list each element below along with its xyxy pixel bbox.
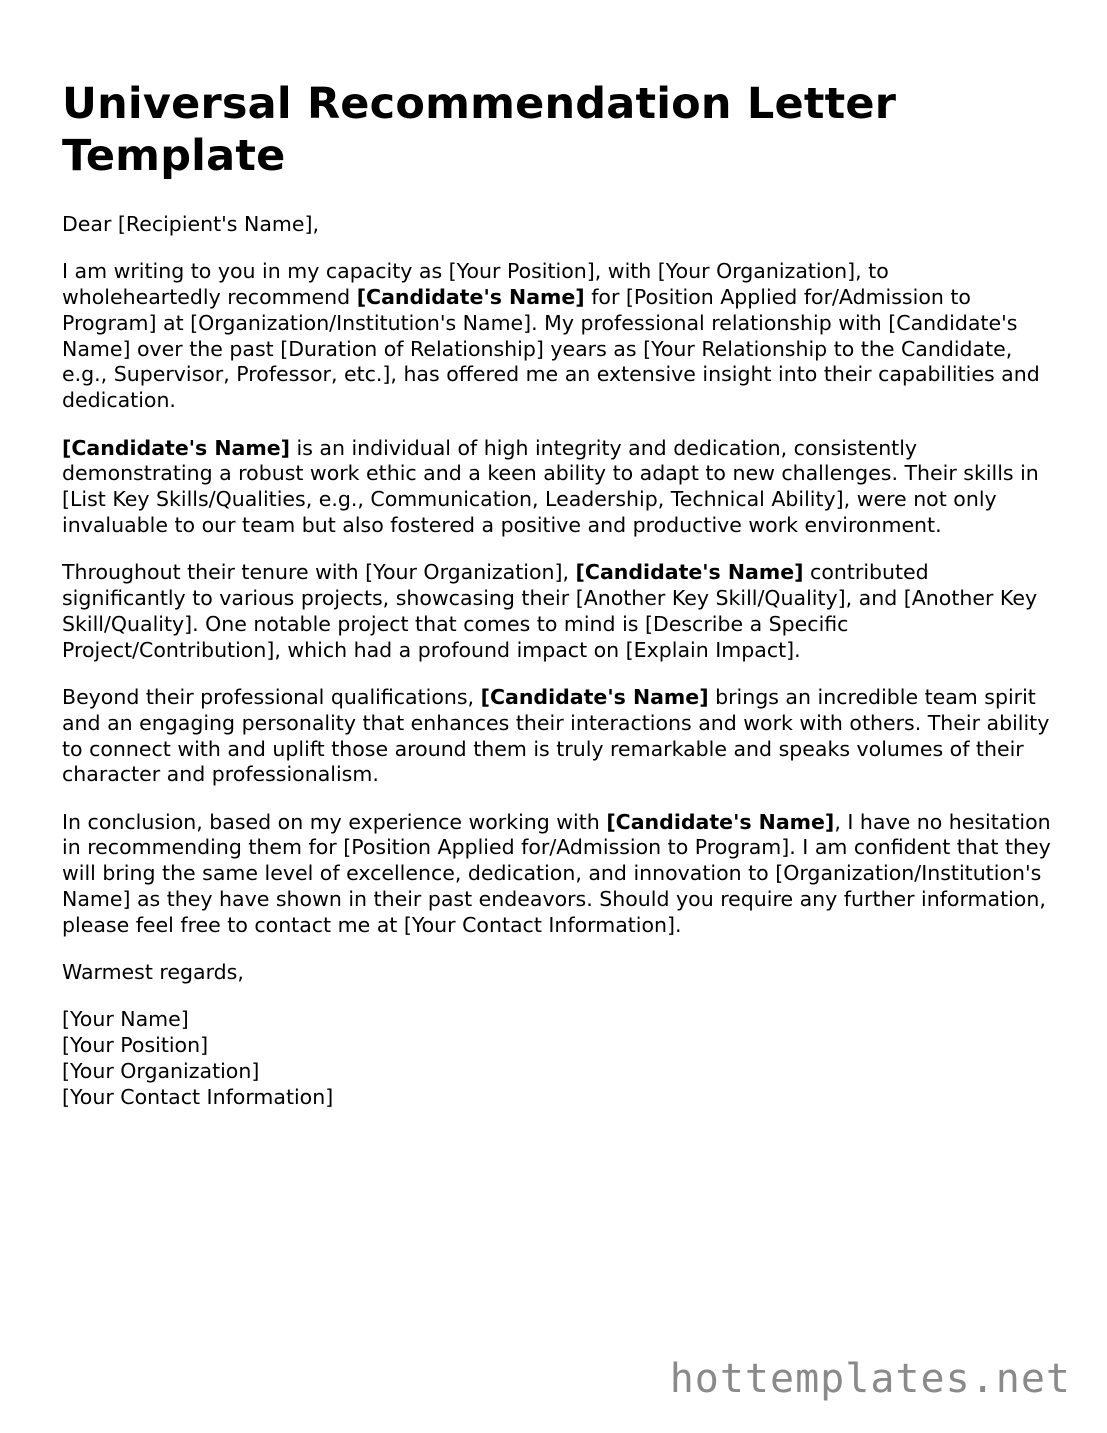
page-title: Universal Recommendation Letter Template [62, 79, 897, 181]
signature-contact: [Your Contact Information] [62, 1084, 334, 1109]
paragraph-text: , I have no hesitation in recommending them for [Position Applied for/Admission to Program]. I am confident that they will bring the same level of excellence, dedication, and innovation to [Organization/Institution's Name] as they have shown in their past endeavors. Should you require any further information, please feel free to contact me at [Your Contact Information]. [62, 809, 1051, 937]
paragraph-text: for [Position Applied for/Admission to Program] at [Organization/Institution's Name]. My professional relationship with [Candidate's Name] over the past [Duration of Relationship] years as [Your Relationship to the Candidate, e.g., Supervisor, Professor, etc.], has offered me an extensive insight into their capabilities and dedication. [62, 285, 1040, 413]
paragraph-text: contributed significantly to various projects, showcasing their [Another Key Skill/Quality], and [Another Key Skill/Quality]. One notable project that comes to mind is [Describe a Specific Project/Contribution], which had a profound impact on [Explain Impact]. [62, 560, 1038, 662]
watermark: hottemplates.net [669, 1356, 1071, 1402]
signature-position: [Your Position] [62, 1033, 209, 1058]
paragraph-personality [62, 685, 1052, 788]
paragraph-integrity [62, 436, 1052, 539]
paragraph-conclusion [62, 810, 1052, 939]
paragraph-intro [62, 259, 1052, 414]
candidate-name: [Candidate's Name] [480, 684, 709, 709]
paragraph-text: Throughout their tenure with [Your Organization], [62, 560, 576, 585]
signature-organization: [Your Organization] [62, 1059, 260, 1084]
paragraph-text: Beyond their professional qualifications, [62, 684, 481, 709]
paragraph-text: In conclusion, based on my experience working with [62, 809, 607, 834]
salutation: Dear [Recipient's Name], [62, 212, 319, 236]
paragraph-text: I am writing to you in my capacity as [Your Position], with [Your Organization], to wholeheartedly recommend [62, 259, 889, 310]
closing: Warmest regards, [62, 960, 244, 985]
candidate-name: [Candidate's Name] [356, 285, 585, 310]
paragraph-text: is an individual of high integrity and dedication, consistently demonstrating a robust work ethic and a keen ability to adapt to new challenges. Their skills in [List Key Skills/Qualities, e.g., Communication, Leadership, Technical Ability], were not only invaluable to our team but also fostered a positive and productive work environment. [62, 435, 1039, 537]
candidate-name: [Candidate's Name] [62, 435, 290, 460]
signature-name: [Your Name] [62, 1007, 189, 1032]
paragraph-tenure [62, 560, 1052, 663]
signature-block [62, 1007, 1052, 1110]
paragraph-text: brings an incredible team spirit and an engaging personality that enhances their interactions and work with others. Their ability to connect with and uplift those around them is truly remarkable and speaks volumes of their character and professionalism. [62, 684, 1050, 787]
letter-page [62, 78, 1052, 1111]
candidate-name: [Candidate's Name] [606, 809, 835, 834]
candidate-name: [Candidate's Name] [575, 560, 804, 585]
